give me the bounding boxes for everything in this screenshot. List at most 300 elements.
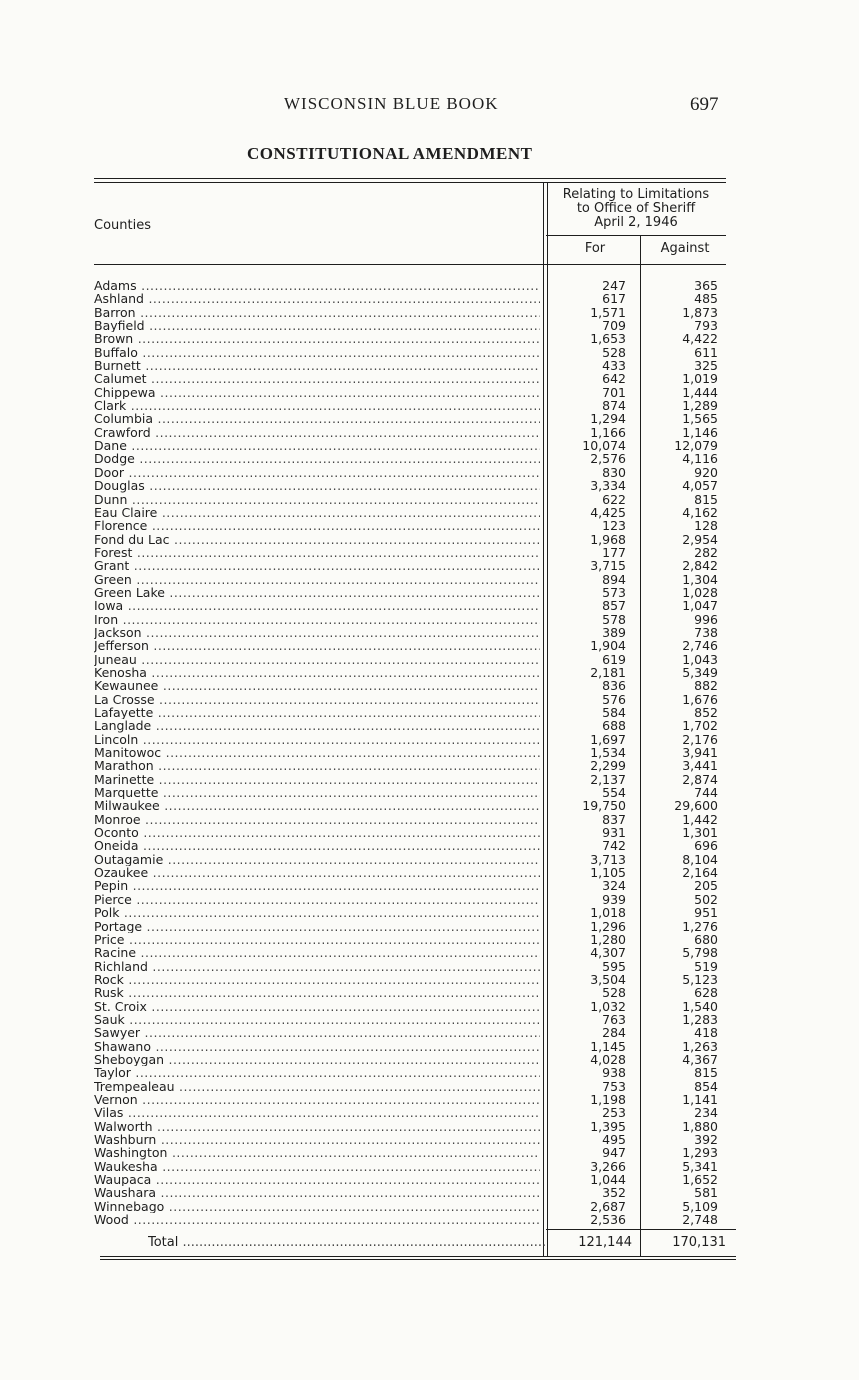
table-row [94, 519, 734, 532]
county-name: Buffalo ..... [94, 346, 540, 359]
county-name: Dodge ..... [94, 452, 540, 465]
for-votes: 19,750 [582, 798, 626, 814]
table-row [94, 879, 734, 892]
for-votes: 763 [602, 1011, 626, 1027]
table-row [94, 1000, 734, 1013]
against-votes: 1,019 [682, 371, 718, 387]
against-votes: 793 [694, 318, 718, 334]
against-votes: 12,079 [674, 438, 718, 454]
for-votes: 939 [602, 891, 626, 907]
county-name: Marquette ..... [94, 786, 540, 799]
table-bottom-rule [100, 1256, 736, 1257]
table-row [94, 306, 734, 319]
table-row [94, 1200, 734, 1213]
table-row [94, 1186, 734, 1199]
against-votes: 1,043 [682, 651, 718, 667]
against-votes: 1,444 [682, 384, 718, 400]
county-name: Jackson ..... [94, 626, 540, 639]
against-votes: 1,146 [682, 424, 718, 440]
county-name: Waushara ..... [94, 1186, 540, 1199]
for-votes: 874 [602, 398, 626, 414]
against-votes: 2,748 [682, 1212, 718, 1228]
table-top-rule [94, 178, 726, 179]
table-row [94, 813, 734, 826]
table-row [94, 666, 734, 679]
for-votes: 10,074 [582, 438, 626, 454]
table-row [94, 506, 734, 519]
for-votes: 352 [602, 1185, 626, 1201]
table-row [94, 386, 734, 399]
for-votes: 836 [602, 678, 626, 694]
county-name: Richland ..... [94, 960, 540, 973]
table-row [94, 986, 734, 999]
for-votes: 2,687 [590, 1198, 626, 1214]
county-name: Forest ..... [94, 546, 540, 559]
table-row [94, 1093, 734, 1106]
against-votes: 1,442 [682, 811, 718, 827]
for-votes: 573 [602, 584, 626, 600]
table-row [94, 452, 734, 465]
table-row [94, 1066, 734, 1079]
against-votes: 5,109 [682, 1198, 718, 1214]
for-votes: 1,571 [590, 304, 626, 320]
for-votes: 284 [602, 1025, 626, 1041]
against-votes: 611 [694, 344, 718, 360]
for-votes: 1,280 [590, 931, 626, 947]
county-name: Oneida ..... [94, 839, 540, 852]
for-votes: 3,266 [590, 1158, 626, 1174]
header-bottom-rule [94, 264, 726, 265]
against-votes: 3,441 [682, 758, 718, 774]
table-row [94, 613, 734, 626]
for-votes: 3,334 [590, 478, 626, 494]
column-group-header [548, 188, 724, 230]
county-name: Pepin ..... [94, 879, 540, 892]
for-votes: 830 [602, 464, 626, 480]
county-name: Walworth ..... [94, 1120, 540, 1133]
table-row [94, 399, 734, 412]
for-votes: 324 [602, 878, 626, 894]
table-row [94, 292, 734, 305]
table-row [94, 1026, 734, 1039]
for-votes: 894 [602, 571, 626, 587]
total-label: Total ..... [148, 1235, 546, 1251]
for-votes: 622 [602, 491, 626, 507]
for-votes: 1,968 [590, 531, 626, 547]
for-votes: 2,536 [590, 1212, 626, 1228]
for-votes: 1,018 [590, 905, 626, 921]
table-row [94, 533, 734, 546]
against-votes: 852 [694, 705, 718, 720]
table-row [94, 946, 734, 959]
against-votes: 234 [694, 1105, 718, 1121]
total-against: 170,131 [672, 1235, 726, 1250]
for-votes: 578 [602, 611, 626, 627]
county-name: Dane ..... [94, 439, 540, 452]
against-votes: 696 [694, 838, 718, 854]
against-votes: 1,028 [682, 584, 718, 600]
table-row [94, 799, 734, 812]
for-votes: 617 [602, 291, 626, 307]
for-votes: 389 [602, 624, 626, 640]
for-votes: 253 [602, 1105, 626, 1121]
county-name: Ozaukee ..... [94, 866, 540, 879]
county-name: Crawford ..... [94, 426, 540, 439]
table-row [94, 546, 734, 559]
table-row [94, 773, 734, 786]
county-name: Wood ..... [94, 1213, 540, 1226]
for-votes: 1,105 [590, 865, 626, 881]
against-votes: 4,422 [682, 331, 718, 347]
county-name: Juneau ..... [94, 653, 540, 666]
county-name: Green Lake ..... [94, 586, 540, 599]
against-votes: 4,057 [682, 478, 718, 494]
county-name: Douglas ..... [94, 479, 540, 492]
total-for: 121,144 [578, 1235, 632, 1250]
for-votes: 3,504 [590, 971, 626, 987]
table-row [94, 466, 734, 479]
against-votes: 2,164 [682, 865, 718, 881]
against-votes: 1,293 [682, 1145, 718, 1161]
for-votes: 1,294 [590, 411, 626, 427]
table-row [94, 853, 734, 866]
county-name: Shawano ..... [94, 1040, 540, 1053]
against-votes: 680 [694, 931, 718, 947]
for-votes: 753 [602, 1078, 626, 1094]
running-head: WISCONSIN BLUE BOOK [284, 94, 499, 113]
for-votes: 3,713 [590, 851, 626, 867]
against-votes: 744 [694, 785, 718, 801]
county-name: Milwaukee ..... [94, 799, 540, 812]
county-name: Langlade ..... [94, 719, 540, 732]
table-row [94, 359, 734, 372]
against-votes: 1,047 [682, 598, 718, 614]
county-name: Ashland ..... [94, 292, 540, 305]
for-votes: 688 [602, 718, 626, 734]
table-row [94, 893, 734, 906]
table-row [94, 1213, 734, 1226]
against-votes: 29,600 [674, 798, 718, 814]
table-row [94, 866, 734, 879]
table-row [94, 1040, 734, 1053]
county-name: Price ..... [94, 933, 540, 946]
against-votes: 3,941 [682, 745, 718, 761]
table-row [94, 1080, 734, 1093]
county-name: Racine ..... [94, 946, 540, 959]
against-votes: 418 [694, 1025, 718, 1041]
table-row [94, 639, 734, 652]
for-votes: 2,576 [590, 451, 626, 467]
against-votes: 2,954 [682, 531, 718, 547]
county-name: Manitowoc ..... [94, 746, 540, 759]
for-votes: 576 [602, 691, 626, 707]
against-votes: 815 [694, 491, 718, 507]
for-votes: 4,028 [590, 1051, 626, 1067]
against-votes: 392 [694, 1132, 718, 1147]
for-votes: 1,044 [590, 1172, 626, 1188]
for-votes: 1,166 [590, 424, 626, 440]
table-row [94, 733, 734, 746]
county-name: Monroe ..... [94, 813, 540, 826]
county-name: Clark ..... [94, 399, 540, 412]
county-name: Washington ..... [94, 1146, 540, 1159]
counties-header: Counties [94, 218, 151, 233]
against-votes: 5,798 [682, 945, 718, 961]
header-line-3: April 2, 1946 [594, 215, 678, 230]
against-votes: 2,874 [682, 771, 718, 787]
county-name: St. Croix ..... [94, 1000, 540, 1013]
table-row [94, 573, 734, 586]
for-votes: 2,181 [590, 664, 626, 680]
against-votes: 2,746 [682, 638, 718, 654]
for-votes: 1,198 [590, 1091, 626, 1107]
table-row [94, 626, 734, 639]
county-name: Marinette ..... [94, 773, 540, 786]
county-name: Jefferson ..... [94, 639, 540, 652]
for-votes: 947 [602, 1145, 626, 1161]
against-votes: 4,367 [682, 1051, 718, 1067]
county-name: Oconto ..... [94, 826, 540, 839]
county-name: Eau Claire ..... [94, 506, 540, 519]
against-votes: 502 [694, 891, 718, 907]
county-name: Iowa ..... [94, 599, 540, 612]
table-bottom-rule-2 [100, 1259, 736, 1260]
table-row [94, 586, 734, 599]
table-row [94, 679, 734, 692]
against-votes: 1,880 [682, 1118, 718, 1134]
against-votes: 1,141 [682, 1091, 718, 1107]
county-name: Winnebago ..... [94, 1200, 540, 1213]
against-votes: 205 [694, 878, 718, 894]
for-votes: 1,534 [590, 745, 626, 761]
table-row [94, 1160, 734, 1173]
for-votes: 4,307 [590, 945, 626, 961]
for-votes: 642 [602, 371, 626, 387]
against-header: Against [660, 241, 710, 256]
for-votes: 1,904 [590, 638, 626, 654]
against-votes: 1,702 [682, 718, 718, 734]
county-name: Trempealeau ..... [94, 1080, 540, 1093]
against-votes: 996 [694, 611, 718, 627]
county-name: Portage ..... [94, 920, 540, 933]
header-line-1: Relating to Limitations [562, 187, 710, 202]
county-name: Kenosha ..... [94, 666, 540, 679]
county-name: Burnett ..... [94, 359, 540, 372]
table-row [94, 479, 734, 492]
table-row [94, 1146, 734, 1159]
table-row [94, 759, 734, 772]
against-votes: 1,565 [682, 411, 718, 427]
county-name: Green ..... [94, 573, 540, 586]
county-name: Lincoln ..... [94, 733, 540, 746]
for-votes: 1,653 [590, 331, 626, 347]
for-votes: 528 [602, 344, 626, 360]
table-row [94, 1013, 734, 1026]
county-name: Fond du Lac ..... [94, 533, 540, 546]
table-row [94, 960, 734, 973]
county-name: Pierce ..... [94, 893, 540, 906]
county-name: Grant ..... [94, 559, 540, 572]
for-votes: 938 [602, 1065, 626, 1081]
against-votes: 1,289 [682, 398, 718, 414]
table-row [94, 1053, 734, 1066]
county-name: Rock ..... [94, 973, 540, 986]
against-votes: 628 [694, 985, 718, 1001]
for-votes: 619 [602, 651, 626, 667]
table-row [94, 1173, 734, 1186]
table-row [94, 920, 734, 933]
for-votes: 595 [602, 958, 626, 974]
against-votes: 1,301 [682, 825, 718, 841]
table-row [94, 426, 734, 439]
table-row [94, 439, 734, 452]
against-votes: 1,304 [682, 571, 718, 587]
against-votes: 1,676 [682, 691, 718, 707]
against-votes: 1,276 [682, 918, 718, 934]
against-votes: 920 [694, 464, 718, 480]
against-votes: 5,349 [682, 664, 718, 680]
against-votes: 485 [694, 291, 718, 307]
county-name: Dunn ..... [94, 493, 540, 506]
against-votes: 1,873 [682, 304, 718, 320]
table-row [94, 279, 734, 292]
county-name: Iron ..... [94, 613, 540, 626]
for-votes: 931 [602, 825, 626, 841]
for-votes: 1,296 [590, 918, 626, 934]
for-votes: 2,299 [590, 758, 626, 774]
table-row [94, 1120, 734, 1133]
against-votes: 1,540 [682, 998, 718, 1014]
for-votes: 709 [602, 318, 626, 334]
table-row [94, 559, 734, 572]
county-name: Waukesha ..... [94, 1160, 540, 1173]
county-name: Kewaunee ..... [94, 679, 540, 692]
for-votes: 247 [602, 278, 626, 293]
for-votes: 495 [602, 1132, 626, 1147]
against-votes: 365 [694, 278, 718, 293]
against-votes: 815 [694, 1065, 718, 1081]
for-votes: 3,715 [590, 558, 626, 574]
table-row [94, 973, 734, 986]
county-name: Sauk ..... [94, 1013, 540, 1026]
for-votes: 584 [602, 705, 626, 720]
county-name: Brown ..... [94, 332, 540, 345]
for-votes: 1,697 [590, 731, 626, 747]
table-row [94, 1133, 734, 1146]
against-votes: 4,162 [682, 504, 718, 520]
table-row [94, 599, 734, 612]
for-votes: 177 [602, 544, 626, 560]
table-row [94, 719, 734, 732]
county-name: Outagamie ..... [94, 853, 540, 866]
county-name: Polk ..... [94, 906, 540, 919]
county-name: Marathon ..... [94, 759, 540, 772]
county-name: Chippewa ..... [94, 386, 540, 399]
table-row [94, 706, 734, 719]
county-name: Florence ..... [94, 519, 540, 532]
county-name: La Crosse ..... [94, 693, 540, 706]
county-name: Taylor ..... [94, 1066, 540, 1079]
against-votes: 4,116 [682, 451, 718, 467]
table-row [94, 319, 734, 332]
against-votes: 1,652 [682, 1172, 718, 1188]
against-votes: 325 [694, 358, 718, 374]
for-votes: 701 [602, 384, 626, 400]
against-votes: 2,176 [682, 731, 718, 747]
for-header: For [584, 241, 606, 256]
against-votes: 854 [694, 1078, 718, 1094]
against-votes: 128 [694, 518, 718, 534]
against-votes: 2,842 [682, 558, 718, 574]
table-row [94, 653, 734, 666]
against-votes: 581 [694, 1185, 718, 1201]
county-name: Sheboygan ..... [94, 1053, 540, 1066]
table-row [94, 332, 734, 345]
for-votes: 4,425 [590, 504, 626, 520]
page-number: 697 [690, 94, 719, 115]
county-rows [94, 279, 734, 1226]
table-row [94, 746, 734, 759]
table-row [94, 906, 734, 919]
table-row [94, 839, 734, 852]
county-name: Washburn ..... [94, 1133, 540, 1146]
table-row [94, 412, 734, 425]
county-name: Columbia ..... [94, 412, 540, 425]
header-line-2: to Office of Sheriff [576, 201, 696, 216]
county-name: Adams ..... [94, 279, 540, 292]
header-subrule [546, 235, 726, 236]
table-row [94, 346, 734, 359]
for-votes: 742 [602, 838, 626, 854]
for-votes: 554 [602, 785, 626, 801]
against-votes: 738 [694, 624, 718, 640]
county-name: Waupaca ..... [94, 1173, 540, 1186]
against-votes: 5,341 [682, 1158, 718, 1174]
table-row [94, 693, 734, 706]
table-row [94, 1106, 734, 1119]
against-votes: 8,104 [682, 851, 718, 867]
against-votes: 5,123 [682, 971, 718, 987]
for-votes: 857 [602, 598, 626, 614]
total-row [94, 1235, 734, 1251]
county-name: Calumet ..... [94, 372, 540, 385]
table-row [94, 826, 734, 839]
county-name: Lafayette ..... [94, 706, 540, 719]
for-votes: 1,395 [590, 1118, 626, 1134]
table-row [94, 493, 734, 506]
county-name: Barron ..... [94, 306, 540, 319]
county-name: Vilas ..... [94, 1106, 540, 1119]
table-row [94, 933, 734, 946]
for-votes: 528 [602, 985, 626, 1001]
against-votes: 282 [694, 544, 718, 560]
for-votes: 433 [602, 358, 626, 374]
section-title: CONSTITUTIONAL AMENDMENT [247, 144, 533, 163]
for-votes: 1,032 [590, 998, 626, 1014]
against-votes: 951 [694, 905, 718, 921]
against-votes: 1,263 [682, 1038, 718, 1054]
table-top-rule-2 [94, 182, 726, 183]
county-name: Door ..... [94, 466, 540, 479]
for-votes: 837 [602, 811, 626, 827]
county-name: Vernon ..... [94, 1093, 540, 1106]
for-votes: 123 [602, 518, 626, 534]
table-row [94, 786, 734, 799]
county-name: Bayfield ..... [94, 319, 540, 332]
total-top-rule [546, 1229, 736, 1230]
for-votes: 2,137 [590, 771, 626, 787]
county-name: Sawyer ..... [94, 1026, 540, 1039]
